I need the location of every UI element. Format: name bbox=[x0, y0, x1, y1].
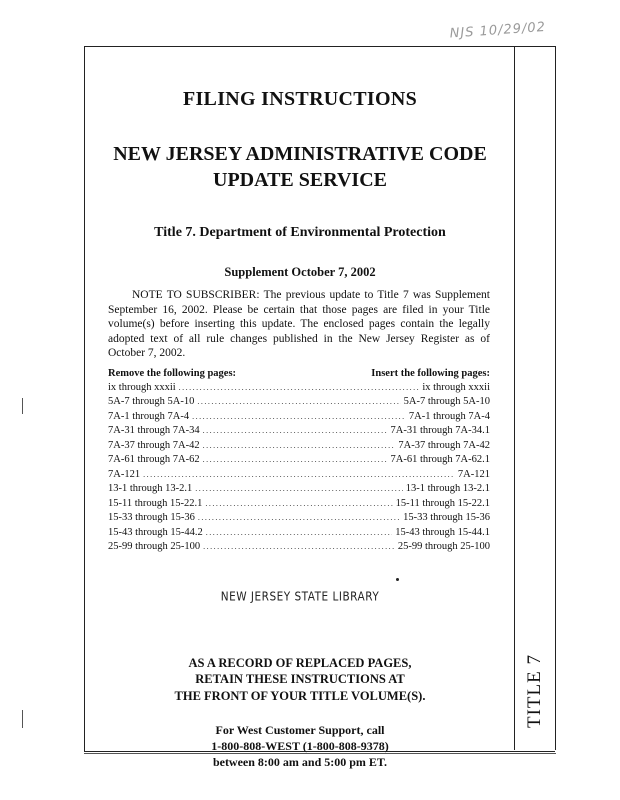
table-row bbox=[108, 424, 490, 439]
dot-leader bbox=[203, 439, 396, 454]
dot-leader bbox=[203, 453, 388, 468]
stray-dot-mark bbox=[396, 578, 399, 581]
remove-column-header: Remove the following pages: bbox=[108, 367, 237, 379]
record-line: RETAIN THESE INSTRUCTIONS AT bbox=[195, 672, 405, 686]
table-row bbox=[108, 482, 490, 497]
dot-leader bbox=[197, 395, 400, 410]
support-line: between 8:00 am and 5:00 pm ET. bbox=[212, 755, 388, 769]
remove-pages-cell: 25-99 through 25-100 bbox=[108, 541, 201, 552]
insert-pages-cell: 7A-31 through 7A-34.1 bbox=[390, 425, 490, 436]
remove-pages-cell: ix through xxxii bbox=[108, 381, 176, 393]
support-line: For West Customer Support, call bbox=[215, 723, 385, 737]
table-row bbox=[108, 511, 490, 526]
record-line: THE FRONT OF YOUR TITLE VOLUME(S). bbox=[174, 688, 426, 703]
remove-pages-cell: 15-33 through 15-36 bbox=[108, 512, 195, 523]
insert-pages-cell: 13-1 through 13-2.1 bbox=[405, 483, 490, 494]
dot-leader bbox=[203, 540, 395, 555]
pages-table-header bbox=[108, 368, 490, 379]
remove-pages-cell: 7A-31 through 7A-34 bbox=[108, 425, 200, 436]
table-row bbox=[108, 410, 490, 425]
customer-support bbox=[100, 722, 500, 770]
remove-pages-cell: 13-1 through 13-2.1 bbox=[108, 483, 193, 494]
insert-pages-cell: 7A-37 through 7A-42 bbox=[398, 439, 490, 451]
remove-pages-cell: 7A-37 through 7A-42 bbox=[108, 439, 200, 451]
dot-leader bbox=[143, 468, 455, 483]
table-row bbox=[108, 540, 490, 555]
pages-table-rows bbox=[108, 381, 490, 555]
table-row bbox=[108, 439, 490, 454]
code-title bbox=[100, 141, 500, 193]
insert-pages-cell: 15-43 through 15-44.1 bbox=[395, 526, 490, 538]
title-tab-strip bbox=[514, 46, 556, 750]
library-stamp: NEW JERSEY STATE LIBRARY bbox=[220, 589, 380, 604]
pages-table bbox=[108, 368, 490, 555]
table-row bbox=[108, 497, 490, 512]
remove-pages-cell: 7A-61 through 7A-62 bbox=[108, 454, 200, 465]
margin-mark-upper bbox=[22, 398, 23, 414]
remove-pages-cell: 5A-7 through 5A-10 bbox=[108, 396, 195, 407]
table-row bbox=[108, 395, 490, 410]
insert-column-header: Insert the following pages: bbox=[371, 367, 490, 379]
remove-pages-cell: 15-11 through 15-22.1 bbox=[108, 497, 203, 509]
remove-pages-cell: 7A-121 bbox=[108, 468, 141, 480]
dot-leader bbox=[192, 410, 406, 425]
insert-pages-cell: 15-33 through 15-36 bbox=[403, 512, 490, 523]
code-title-line: UPDATE SERVICE bbox=[213, 169, 387, 191]
table-row bbox=[108, 526, 490, 541]
record-line: AS A RECORD OF REPLACED PAGES, bbox=[188, 655, 412, 670]
insert-pages-cell: 25-99 through 25-100 bbox=[397, 541, 490, 552]
dot-leader bbox=[179, 381, 420, 396]
subscriber-note: NOTE TO SUBSCRIBER: The previous update to Title 7 was Supplement September 16, 2002. Please be certain that those pages are filed in your Title volume(s) before inserting this update. The enclosed pages contain the legally adopted text of all rule changes published in the New Jersey Register as of October 7, 2002. bbox=[108, 289, 490, 359]
dot-leader bbox=[198, 511, 400, 526]
dot-leader bbox=[203, 424, 388, 439]
table-row bbox=[108, 468, 490, 483]
insert-pages-cell: 7A-61 through 7A-62.1 bbox=[390, 454, 490, 465]
record-notice bbox=[100, 655, 500, 705]
insert-pages-cell: 5A-7 through 5A-10 bbox=[403, 396, 490, 407]
instructions-content bbox=[100, 78, 500, 770]
supplement-date: Supplement October 7, 2002 bbox=[224, 265, 376, 279]
page-title: FILING INSTRUCTIONS bbox=[182, 88, 418, 110]
margin-mark-lower bbox=[22, 710, 23, 728]
title-tab-label: TITLE 7 bbox=[524, 653, 545, 729]
insert-pages-cell: 7A-121 bbox=[457, 468, 490, 480]
insert-pages-cell: ix through xxxii bbox=[422, 381, 490, 393]
table-row bbox=[108, 381, 490, 396]
table-row bbox=[108, 453, 490, 468]
dot-leader bbox=[205, 497, 392, 512]
dot-leader bbox=[195, 482, 402, 497]
support-line: 1-800-808-WEST (1-800-808-9378) bbox=[211, 739, 389, 753]
remove-pages-cell: 15-43 through 15-44.2 bbox=[108, 526, 203, 538]
code-title-line: NEW JERSEY ADMINISTRATIVE CODE bbox=[113, 143, 487, 165]
dot-leader bbox=[206, 526, 392, 541]
handwritten-note: NJS 10/29/02 bbox=[449, 19, 547, 42]
insert-pages-cell: 15-11 through 15-22.1 bbox=[395, 497, 490, 509]
title-department: Title 7. Department of Environmental Protection bbox=[154, 225, 446, 240]
title-tab bbox=[522, 650, 548, 732]
remove-pages-cell: 7A-1 through 7A-4 bbox=[108, 410, 190, 422]
insert-pages-cell: 7A-1 through 7A-4 bbox=[408, 410, 490, 422]
